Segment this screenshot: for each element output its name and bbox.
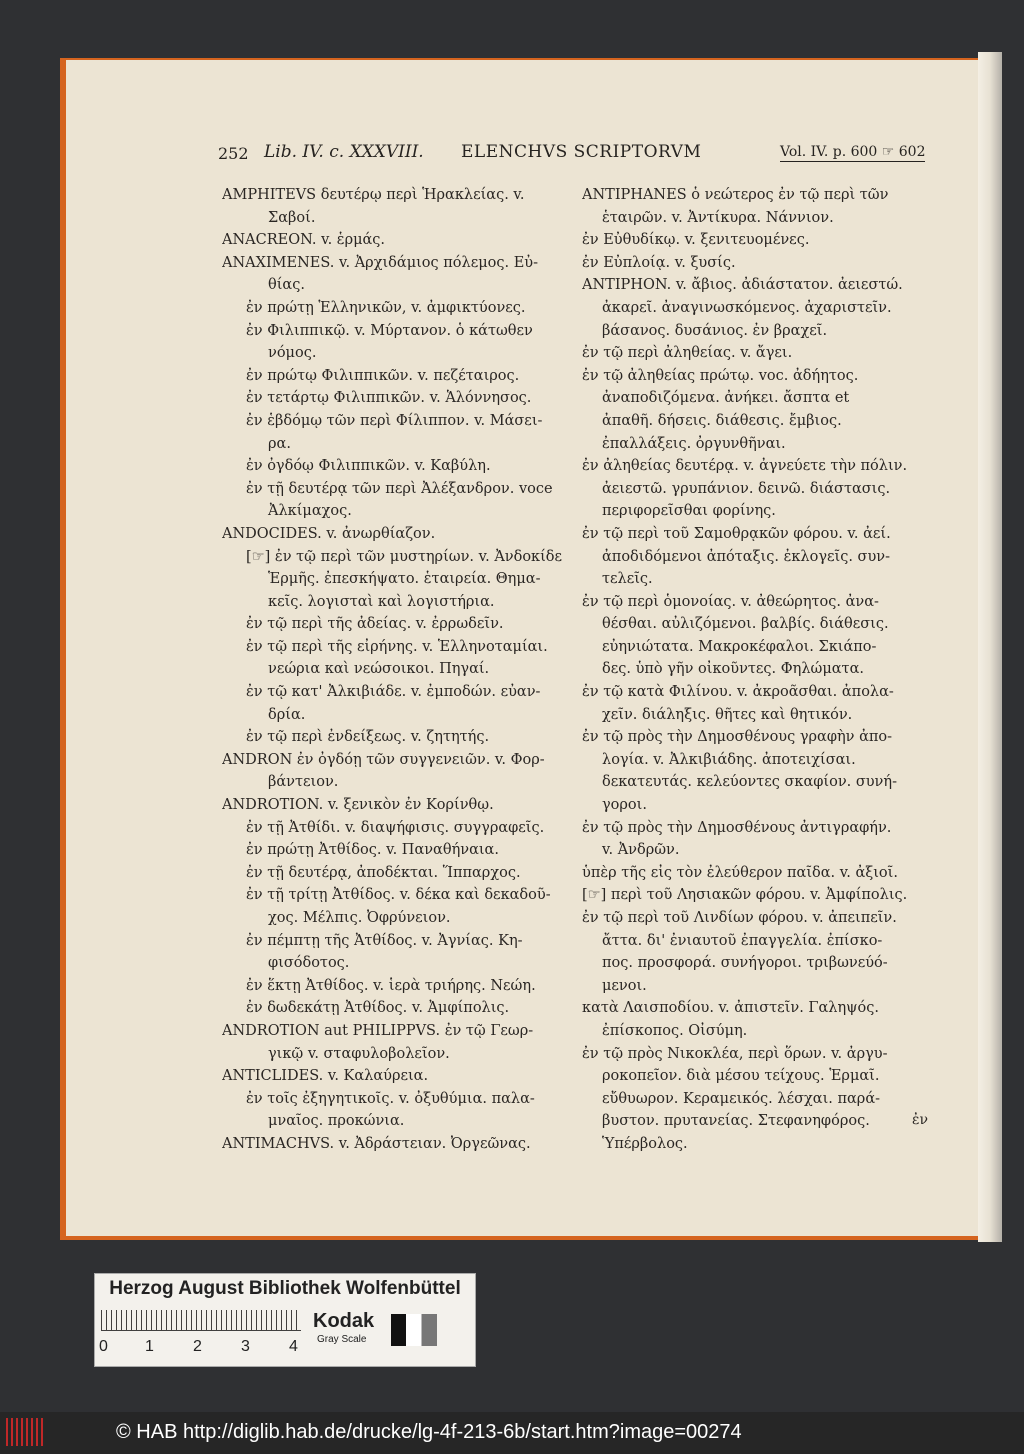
text-line: λογία. v. Ἀλκιβιάδης. ἀποτειχίσαι. [602,751,856,768]
text-line: ANTIPHON. v. ἄβιος. ἀδιάστατον. ἀειεστώ. [582,277,903,294]
text-line: μενοι. [602,977,647,994]
text-line: δες. ὑπὸ γῆν οἰκοῦντες. Φηλώματα. [602,661,864,678]
text-line: εὔθυωρον. Κεραμεικός. λέσχαι. παρά- [602,1090,881,1107]
text-line: ὑπὲρ τῆς εἰς τὸν ἐλεύθερον παῖδα. v. ἀξιοῖ. [582,864,898,881]
catchword: ἐν [912,1112,929,1128]
gray-scale-label: Gray Scale [317,1334,367,1345]
text-line: ἐπίσκοπος. Οἰσύμη. [602,1022,748,1039]
text-line: ἐν τῇ Ἀτθίδι. v. διαψήφισις. συγγραφεῖς. [246,819,545,836]
ruler-number: 2 [193,1338,202,1355]
text-line: ANAXIMENES. v. Ἀρχιδάμιος πόλεμος. Εὐ- [222,254,539,271]
ruler-number: 3 [241,1338,250,1355]
text-line: ἐν τῷ περὶ ἀληθείας. v. ἄγει. [582,345,793,362]
measurement-ruler [101,1310,301,1331]
text-line: χεῖν. διάληξις. θῆτες καὶ θητικόν. [602,706,853,723]
text-line: ANACREON. v. ἑρμάς. [222,232,386,249]
text-line: ἄττα. δι' ἐνιαυτοῦ ἐπαγγελία. ἐπίσκο- [602,932,883,949]
text-line: πος. προσφορά. συνήγοροι. τριβωνεύό- [602,955,888,972]
right-column [582,184,932,1156]
text-line: ἐν τῷ περὶ τῆς εἰρήνης. v. Ἑλληνοταμίαι. [246,638,548,655]
text-line: ἐν τοῖς ἐξηγητικοῖς. v. ὀξυθύμια. παλα- [246,1090,535,1107]
text-line: ἀναποδιζόμενα. ἀνήκει. ἄσπτα et [602,390,850,407]
library-name: Herzog August Bibliothek Wolfenbüttel [109,1278,461,1299]
text-line: ἐν τῇ δευτέρᾳ τῶν περὶ Ἀλέξανδρον. voce [246,480,553,497]
text-line: ANTIPHANES ὁ νεώτερος ἐν τῷ περὶ τῶν [582,187,889,203]
text-line: ἐν ἕκτῃ Ἀτθίδος. v. ἱερὰ τριήρης. Νεώη. [246,977,536,994]
left-column [222,184,574,1156]
text-line: ἐν τῷ πρὸς Νικοκλέα, περὶ ὅρων. v. ἀργυ- [582,1045,888,1062]
text-line: γοροι. [602,797,647,814]
text-line: AMPHITEVS δευτέρῳ περὶ Ἡρακλείας. v. [222,187,525,203]
text-line: ἐν Εὐπλοίᾳ. v. ξυσίς. [582,254,736,271]
text-line: βυστον. πρυτανείας. Στεφανηφόρος. [602,1113,870,1130]
text-line: ἐν ἑβδόμῳ τῶν περὶ Φίλιππον. v. Μάσει- [246,412,543,429]
text-line: νόμος. [268,345,317,362]
text-line: ἐν τῷ περὶ ἐνδείξεως. v. ζητητής. [246,729,490,746]
text-line: ANDRON ἐν ὀγδόῃ τῶν συγγενειῶν. v. Φορ- [222,751,545,768]
ruler-number: 0 [99,1338,108,1355]
kodak-logo: Kodak [313,1310,375,1332]
text-line: μναῖος. προκώνια. [268,1113,405,1130]
text-line: ANDROTION. v. ξενικὸν ἐν Κορίνθῳ. [222,797,494,814]
running-head [218,140,926,166]
text-line: ἐν τῷ κατὰ Φιλίνου. v. ἀκροᾶσθαι. ἀπολα- [582,684,894,701]
text-line: δρία. [268,706,306,723]
page-title: ELENCHVS SCRIPTORVM [461,142,702,162]
ruler-number: 4 [289,1338,298,1355]
text-line: Ὑπέρβολος. [602,1135,688,1152]
library-label-card [94,1273,476,1367]
text-line: ἐν Φιλιππικῷ. v. Μύρτανον. ὁ κάτωθεν [246,322,533,339]
text-line: [☞] ἐν τῷ περὶ τῶν μυστηρίων. v. Ἀνδοκίδε [246,548,563,565]
text-line: ἐν τῷ ἀληθείας πρώτῳ. voc. ἀδήητος. [582,367,859,384]
book-chapter: Lib. IV. c. XXXVIII. [264,142,424,162]
text-line: ἐν δωδεκάτῃ Ἀτθίδος. v. Ἀμφίπολις. [246,1000,510,1017]
text-line: θέσθαι. αὐλιζόμενοι. βαλβίς. διάθεσις. [602,616,889,633]
text-line: ἐν τῷ περὶ ὁμονοίας. v. ἀθεώρητος. ἀνα- [582,593,879,610]
text-line: ANDOCIDES. v. ἀνωρθίαζον. [222,525,436,542]
text-line: θίας. [268,277,305,294]
text-line: ἐν τῷ πρὸς τὴν Δημοσθένους ἀντιγραφήν. [582,819,892,836]
next-page-edge [978,52,1002,1242]
volume-reference: Vol. IV. p. 600 ☞ 602 [780,144,926,160]
hab-logo-icon [6,1418,46,1446]
text-line: βάντειον. [268,774,339,791]
text-line: ἐν πρώτῃ Ἑλληνικῶν, v. ἀμφικτύονες. [246,299,526,316]
text-line: [☞] περὶ τοῦ Λησιακῶν φόρου. v. Ἀμφίπολις. [582,887,908,904]
text-line: ἐν πέμπτῃ τῆς Ἀτθίδος. v. Ἀγνίας. Κη- [246,932,523,949]
text-line: ἐν τῷ περὶ τοῦ Λινδίων φόρου. v. ἀπειπεῖν. [582,910,897,926]
text-line: ἀειεστῶ. γρυπάνιον. δεινῶ. διάστασις. [602,480,891,497]
text-line: κεῖς. λογισταὶ καὶ λογιστήρια. [268,593,495,610]
text-line: Ἑρμῆς. ἐπεσκήψατο. ἑταιρεία. Θημα- [268,571,541,588]
text-line: ANDROTION aut PHILIPPVS. ἐν τῷ Γεωρ- [222,1022,534,1039]
text-line: ἑταιρῶν. v. Ἀντίκυρα. Νάννιον. [602,209,834,226]
text-line: ἐν Εὐθυδίκῳ. v. ξενιτευομένες. [582,232,810,249]
text-line: νεώρια καὶ νεώσοικοι. Πηγαί. [268,661,490,678]
ruler-number: 1 [145,1338,154,1355]
text-line: ANTIMACHVS. v. Ἀδράστειαν. Ὀργεῶνας. [222,1135,531,1152]
gray-scale-patches [391,1314,437,1346]
text-line: τελεῖς. [602,571,653,588]
text-line: Σαβοί. [268,209,316,226]
text-line: ἐν τετάρτῳ Φιλιππικῶν. v. Ἁλόννησος. [246,390,532,407]
text-line: ἐπαλλάξεις. ὀργυνθῆναι. [602,435,786,452]
text-line: βάσανος. δυσάνιος. ἐν βραχεῖ. [602,322,828,339]
text-line: φισόδοτος. [268,955,350,972]
text-line: ἐν πρώτῳ Φιλιππικῶν. v. πεζέταιρος. [246,367,520,384]
text-line: κατὰ Λαισποδίου. v. ἀπιστεῖν. Γαληψός. [582,1000,879,1017]
text-line: ἀπαθῆ. δήσεις. διάθεσις. ἔμβιος. [602,412,842,429]
text-line: ἀκαρεῖ. ἀναγινωσκόμενος. ἀχαριστεῖν. [602,299,892,316]
text-line: ἐν πρώτῃ Ἀτθίδος. v. Παναθήναια. [246,842,499,859]
footer-bar [0,1412,1024,1454]
text-line: εὐηνιώτατα. Μακροκέφαλοι. Σκιάπο- [602,638,877,655]
copyright-url: © HAB http://diglib.hab.de/drucke/lg-4f-213-6b/start.htm?image=00274 [116,1421,742,1443]
text-line: χος. Μέλπις. Ὀφρύνειον. [268,910,451,926]
text-line: ρα. [268,435,291,452]
text-line: ANTICLIDES. v. Καλαύρεια. [222,1068,429,1085]
text-line: γικῷ v. σταφυλοβολεῖον. [268,1045,450,1062]
text-line: δεκατευτάς. κελεύοντες σκαφίον. συνή- [602,774,897,791]
text-line: Ἀλκίμαχος. [268,503,352,520]
text-line: v. Ἀνδρῶν. [602,842,680,859]
text-line: ἐν τῷ κατ' Ἀλκιβιάδε. v. ἐμποδών. εὐαν- [246,684,541,701]
text-line: ἐν ὀγδόῳ Φιλιππικῶν. v. Καβύλη. [246,458,491,475]
text-line: ἀποδιδόμενοι ἀπόταξις. ἐκλογεῖς. συν- [602,548,890,565]
text-line: ροκοπεῖον. διὰ μέσου τείχους. Ἑρμαῖ. [602,1068,880,1085]
text-line: περιφορεῖσθαι φορίνης. [602,503,776,520]
text-line: ἐν τῇ τρίτῃ Ἀτθίδος. v. δέκα καὶ δεκαδοῦ- [246,887,551,904]
page-number: 252 [218,144,249,163]
text-line: ἐν τῇ δευτέρᾳ, ἀποδέκται. Ἵππαρχος. [246,864,521,881]
text-line: ἐν τῷ περὶ τοῦ Σαμοθρᾳκῶν φόρου. v. ἀεί. [582,525,891,542]
text-line: ἐν ἀληθείας δευτέρᾳ. v. ἀγνεύετε τὴν πόλιν. [582,458,908,475]
text-line: ἐν τῷ πρὸς τὴν Δημοσθένους γραφὴν ἀπο- [582,729,893,746]
text-line: ἐν τῷ περὶ τῆς ἀδείας. v. ἐρρωδεῖν. [246,616,504,633]
